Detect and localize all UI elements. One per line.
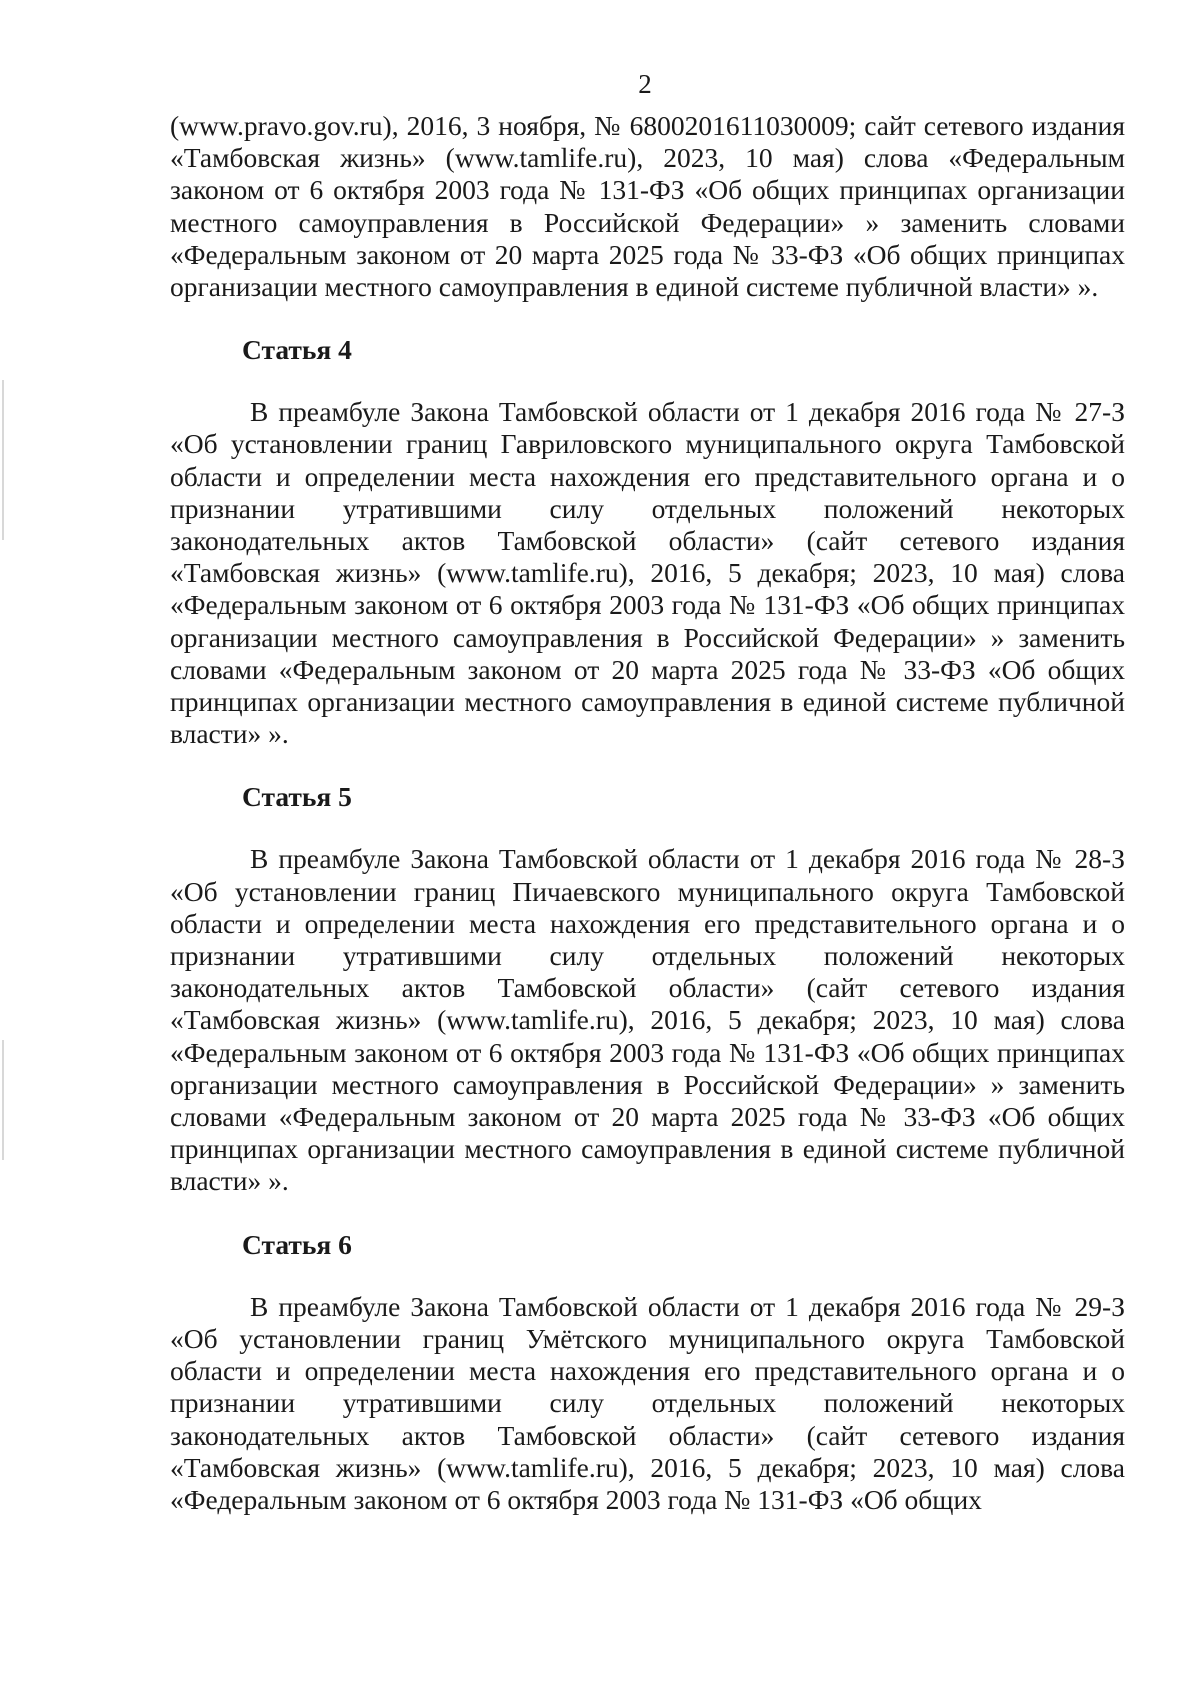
document-body	[170, 110, 1125, 1516]
article-6-heading: Статья 6	[242, 1228, 352, 1260]
article-5-paragraph: В преамбуле Закона Тамбовской области от 1 декабря 2016 года № 28-З «Об установлении границ Пичаевского муниципального округа Тамбовской области и определении места нахождения его представительного органа и о признании утратившими силу отдельных положений некоторых законодательных актов Тамбовской области» (сайт сетевого издания «Тамбовская жизнь» (www.tamlife.ru), 2016, 5 декабря; 2023, 10 мая) слова «Федеральным законом от 6 октября 2003 года № 131-ФЗ «Об общих принципах организации местного самоуправления в Российской Федерации» » заменить словами «Федеральным законом от 20 марта 2025 года № 33-ФЗ «Об общих принципах организации местного самоуправления в единой системе публичной власти» ».	[170, 843, 1125, 1197]
intro-paragraph: (www.pravo.gov.ru), 2016, 3 ноября, № 6800201611030009; сайт сетевого издания «Тамбовская жизнь» (www.tamlife.ru), 2023, 10 мая) слова «Федеральным законом от 6 октября 2003 года № 131-ФЗ «Об общих принципах организации местного самоуправления в Российской Федерации» » заменить словами «Федеральным законом от 20 марта 2025 года № 33-ФЗ «Об общих принципах организации местного самоуправления в единой системе публичной власти» ».	[170, 110, 1125, 303]
article-5-heading: Статья 5	[242, 781, 352, 813]
article-4-paragraph: В преамбуле Закона Тамбовской области от 1 декабря 2016 года № 27-З «Об установлении границ Гавриловского муниципального округа Тамбовской области и определении места нахождения его представительного органа и о признании утратившими силу отдельных положений некоторых законодательных актов Тамбовской области» (сайт сетевого издания «Тамбовская жизнь» (www.tamlife.ru), 2016, 5 декабря; 2023, 10 мая) слова «Федеральным законом от 6 октября 2003 года № 131-ФЗ «Об общих принципах организации местного самоуправления в Российской Федерации» » заменить словами «Федеральным законом от 20 марта 2025 года № 33-ФЗ «Об общих принципах организации местного самоуправления в единой системе публичной власти» ».	[170, 396, 1125, 750]
scan-edge-mark	[2, 380, 4, 540]
article-6-paragraph: В преамбуле Закона Тамбовской области от 1 декабря 2016 года № 29-З «Об установлении границ Умётского муниципального округа Тамбовской области и определении места нахождения его представительного органа и о признании утратившими силу отдельных положений некоторых законодательных актов Тамбовской области» (сайт сетевого издания «Тамбовская жизнь» (www.tamlife.ru), 2016, 5 декабря; 2023, 10 мая) слова «Федеральным законом от 6 октября 2003 года № 131-ФЗ «Об общих	[170, 1290, 1125, 1515]
article-4-heading: Статья 4	[242, 334, 352, 366]
page-number: 2	[638, 69, 652, 99]
scan-edge-mark	[2, 1040, 4, 1160]
